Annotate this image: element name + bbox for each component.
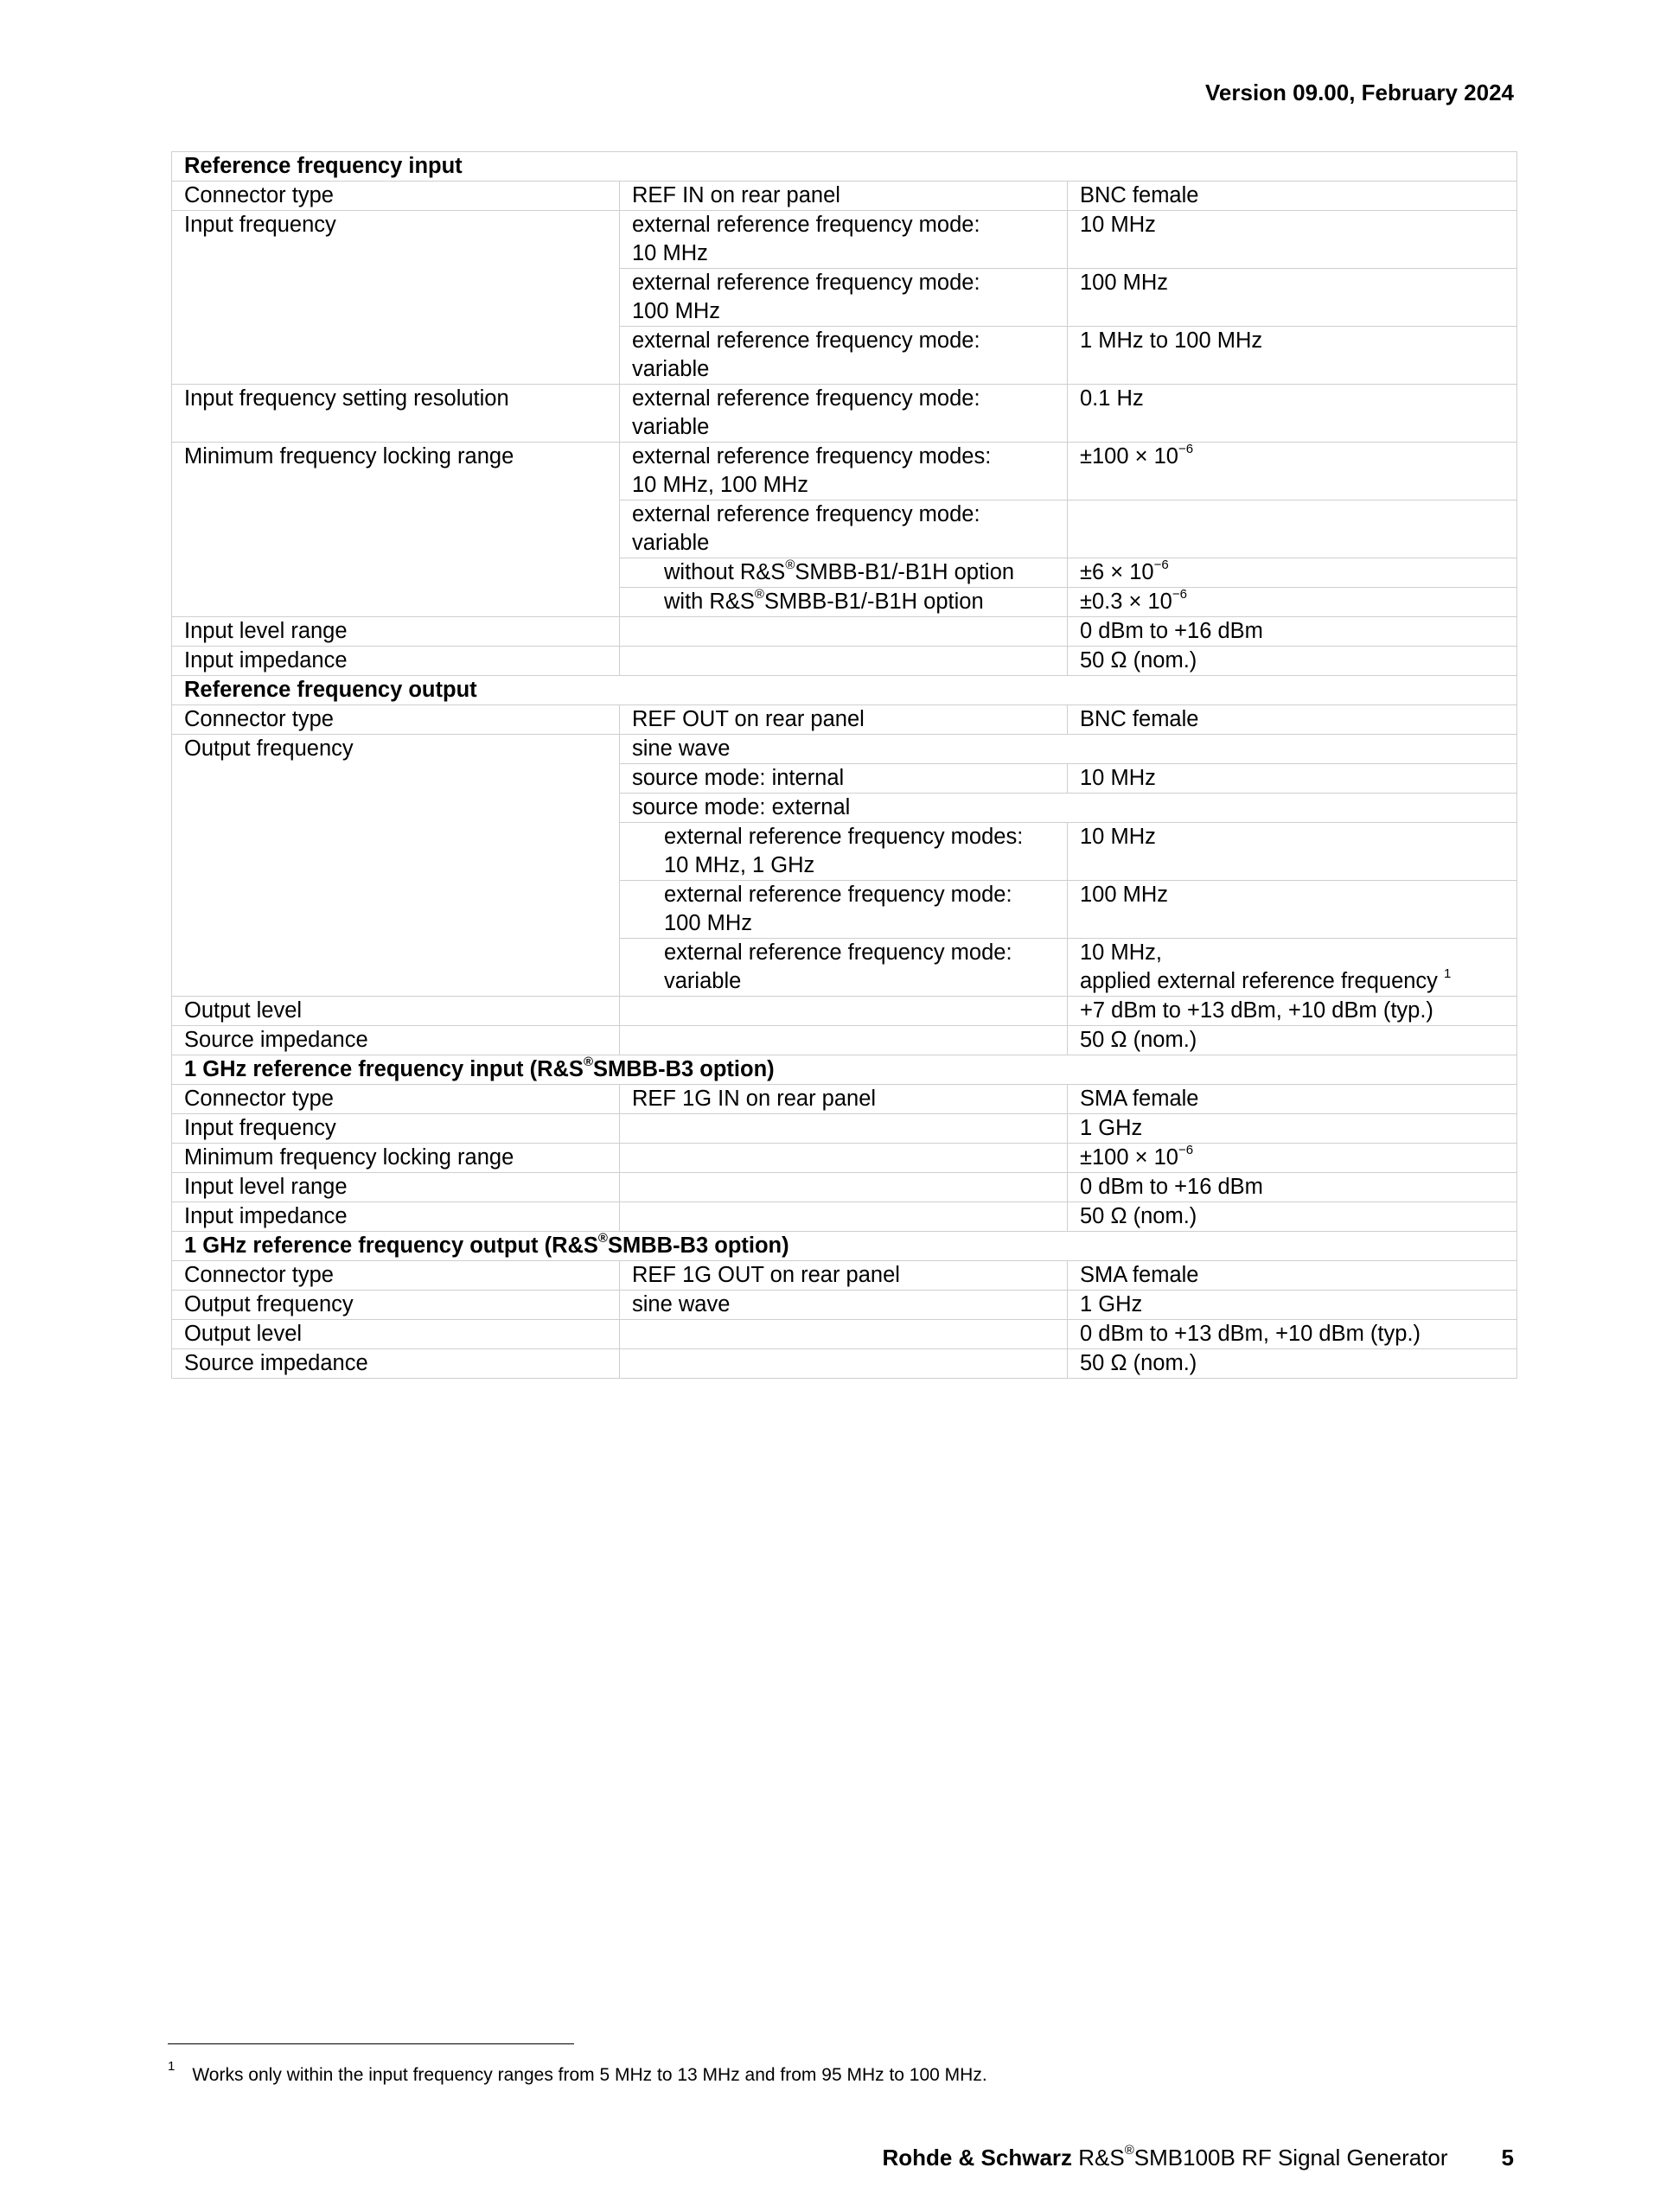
value-cell: 10 MHz, applied external reference frequency $^1$ xyxy=(1068,939,1517,997)
condition-cell: external reference frequency modes: 10 MHz, 100 MHz xyxy=(620,443,1068,500)
value-cell: 1 MHz to 100 MHz xyxy=(1068,327,1517,385)
condition-cell: external reference frequency mode: variable xyxy=(620,385,1068,443)
condition-cell xyxy=(620,1114,1068,1144)
value-cell: 0 dBm to +13 dBm, +10 dBm (typ.) xyxy=(1068,1320,1517,1349)
param-cell: Input frequency xyxy=(172,211,620,385)
value-cell: 10 MHz xyxy=(1068,823,1517,881)
footer-product: SMB100B RF Signal Generator xyxy=(1133,2145,1448,2171)
condition-cell xyxy=(620,1144,1068,1173)
value-cell: $\pm 6 \times 10^{-6}$ xyxy=(1068,558,1517,588)
table-row xyxy=(172,997,1517,1026)
condition-cell: external reference frequency mode: variable xyxy=(620,327,1068,385)
value-cell: $\pm 0.3 \times 10^{-6}$ xyxy=(1068,588,1517,617)
table-row xyxy=(172,443,1517,500)
section-title: Reference frequency output xyxy=(172,676,1517,705)
condition-cell xyxy=(620,997,1068,1026)
table-row xyxy=(172,1026,1517,1055)
condition-cell xyxy=(620,1349,1068,1379)
section-title: 1 GHz reference frequency input (R&S®SMBB-B3 option) xyxy=(172,1055,1517,1085)
param-cell: Input level range xyxy=(172,617,620,647)
param-cell: Source impedance xyxy=(172,1349,620,1379)
condition-cell: sine wave xyxy=(620,735,1517,764)
section-row xyxy=(172,152,1517,182)
param-cell: Connector type xyxy=(172,1085,620,1114)
table-row xyxy=(172,385,1517,443)
page-footer xyxy=(882,2145,1514,2171)
condition-cell: external reference frequency mode: 100 MHz xyxy=(620,881,1068,939)
param-cell: Input level range xyxy=(172,1173,620,1202)
condition-cell: without R&S®SMBB-B1/-B1H option xyxy=(620,558,1068,588)
section-title: 1 GHz reference frequency output (R&S®SMBB-B3 option) xyxy=(172,1232,1517,1261)
value-cell: 10 MHz xyxy=(1068,211,1517,269)
section-row xyxy=(172,1232,1517,1261)
condition-cell: REF IN on rear panel xyxy=(620,182,1068,211)
param-cell: Minimum frequency locking range xyxy=(172,443,620,617)
section-row xyxy=(172,676,1517,705)
table-row xyxy=(172,1144,1517,1173)
table-row xyxy=(172,1261,1517,1291)
page-number: 5 xyxy=(1501,2145,1514,2171)
param-cell: Input impedance xyxy=(172,1202,620,1232)
footnote-divider xyxy=(168,2043,574,2044)
value-cell: 1 GHz xyxy=(1068,1291,1517,1320)
condition-cell xyxy=(620,1320,1068,1349)
param-cell: Connector type xyxy=(172,182,620,211)
condition-cell: REF 1G OUT on rear panel xyxy=(620,1261,1068,1291)
table-row xyxy=(172,1202,1517,1232)
condition-cell: source mode: internal xyxy=(620,764,1068,794)
table-row xyxy=(172,1349,1517,1379)
value-cell xyxy=(1068,500,1517,558)
param-cell: Minimum frequency locking range xyxy=(172,1144,620,1173)
value-cell: 0 dBm to +16 dBm xyxy=(1068,1173,1517,1202)
condition-cell xyxy=(620,1202,1068,1232)
condition-cell: REF 1G IN on rear panel xyxy=(620,1085,1068,1114)
value-cell: 0 dBm to +16 dBm xyxy=(1068,617,1517,647)
param-cell: Output level xyxy=(172,1320,620,1349)
value-cell: BNC female xyxy=(1068,705,1517,735)
value-cell: SMA female xyxy=(1068,1085,1517,1114)
param-cell: Connector type xyxy=(172,705,620,735)
table-row xyxy=(172,1291,1517,1320)
condition-cell: external reference frequency mode: variable xyxy=(620,939,1068,997)
value-cell: BNC female xyxy=(1068,182,1517,211)
value-cell: 50 Ω (nom.) xyxy=(1068,647,1517,676)
condition-cell xyxy=(620,647,1068,676)
param-cell: Input frequency xyxy=(172,1114,620,1144)
condition-cell xyxy=(620,1026,1068,1055)
table-row xyxy=(172,1320,1517,1349)
value-cell: 50 Ω (nom.) xyxy=(1068,1349,1517,1379)
value-cell: +7 dBm to +13 dBm, +10 dBm (typ.) xyxy=(1068,997,1517,1026)
condition-cell: external reference frequency mode: 10 MHz xyxy=(620,211,1068,269)
table-row xyxy=(172,182,1517,211)
table-row xyxy=(172,735,1517,764)
section-title: Reference frequency input xyxy=(172,152,1517,182)
footnote xyxy=(168,2059,987,2086)
table-row xyxy=(172,1085,1517,1114)
condition-cell xyxy=(620,617,1068,647)
condition-cell: REF OUT on rear panel xyxy=(620,705,1068,735)
section-row xyxy=(172,1055,1517,1085)
param-cell: Output frequency xyxy=(172,1291,620,1320)
table-row xyxy=(172,705,1517,735)
table-row xyxy=(172,647,1517,676)
spec-table xyxy=(171,151,1517,1379)
condition-cell: with R&S®SMBB-B1/-B1H option xyxy=(620,588,1068,617)
value-cell: 50 Ω (nom.) xyxy=(1068,1202,1517,1232)
value-cell: 1 GHz xyxy=(1068,1114,1517,1144)
value-cell: 50 Ω (nom.) xyxy=(1068,1026,1517,1055)
condition-cell xyxy=(620,1173,1068,1202)
table-row xyxy=(172,1173,1517,1202)
condition-cell: external reference frequency mode: 100 MHz xyxy=(620,269,1068,327)
value-cell: 100 MHz xyxy=(1068,269,1517,327)
footnote-reference[interactable]: 1 xyxy=(1444,966,1452,981)
value-cell: $\pm 100 \times 10^{-6}$ xyxy=(1068,1144,1517,1173)
value-cell: SMA female xyxy=(1068,1261,1517,1291)
footer-brand: Rohde & Schwarz xyxy=(882,2145,1073,2171)
param-cell: Output level xyxy=(172,997,620,1026)
registered-mark: ® xyxy=(1124,2143,1134,2158)
footer-product-prefix: R&S xyxy=(1072,2145,1125,2171)
value-cell: $\pm 100 \times 10^{-6}$ xyxy=(1068,443,1517,500)
value-cell: 100 MHz xyxy=(1068,881,1517,939)
param-cell: Source impedance xyxy=(172,1026,620,1055)
condition-cell: external reference frequency mode: variable xyxy=(620,500,1068,558)
param-cell: Input impedance xyxy=(172,647,620,676)
footnote-mark: 1 xyxy=(168,2059,176,2074)
table-row xyxy=(172,617,1517,647)
table-row xyxy=(172,1114,1517,1144)
value-cell: 0.1 Hz xyxy=(1068,385,1517,443)
param-cell: Output frequency xyxy=(172,735,620,997)
condition-cell: sine wave xyxy=(620,1291,1068,1320)
footnote-text: Works only within the input frequency ranges from 5 MHz to 13 MHz and from 95 MHz to 100 MHz. xyxy=(192,2065,987,2085)
table-row xyxy=(172,211,1517,269)
value-cell: 10 MHz xyxy=(1068,764,1517,794)
condition-cell: source mode: external xyxy=(620,794,1517,823)
document-version: Version 09.00, February 2024 xyxy=(1205,80,1514,105)
param-cell: Connector type xyxy=(172,1261,620,1291)
param-cell: Input frequency setting resolution xyxy=(172,385,620,443)
condition-cell: external reference frequency modes: 10 MHz, 1 GHz xyxy=(620,823,1068,881)
